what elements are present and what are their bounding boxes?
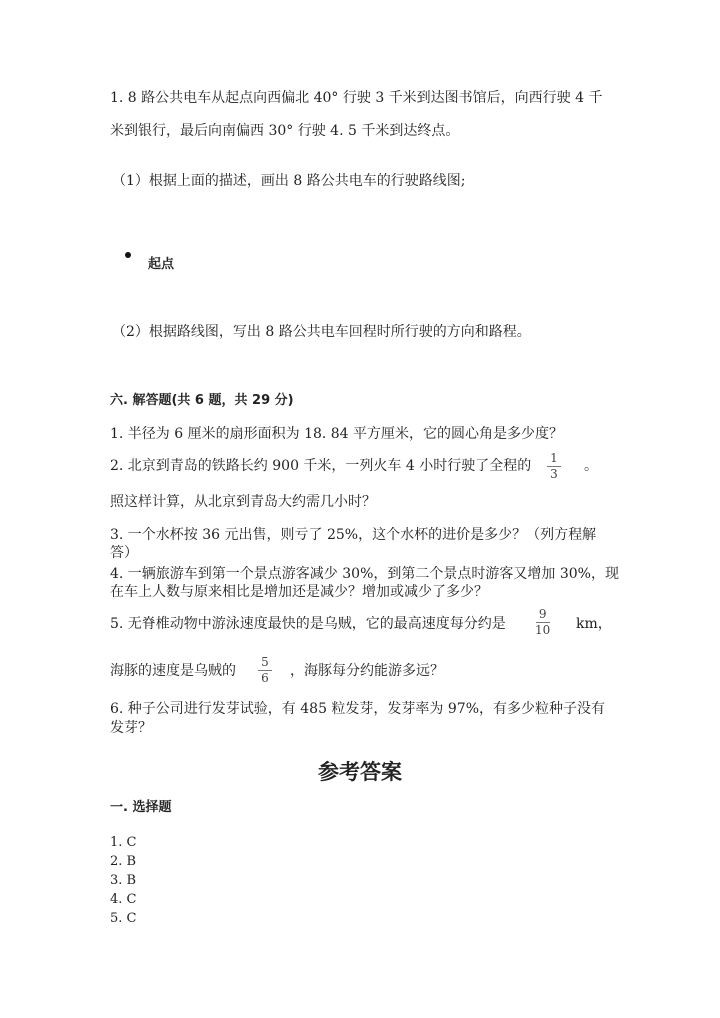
- fraction-five-sixths: [258, 656, 272, 685]
- section-6-question-5-part-a: 5. 无脊椎动物中游泳速度最快的是乌贼，它的最高速度每分约是: [110, 616, 506, 632]
- section-6-question-3-line-2: 答）: [110, 545, 138, 561]
- answers-heading: 一. 选择题: [110, 800, 172, 815]
- answer-item: 3. B: [110, 873, 137, 888]
- fraction-one-third: [547, 452, 561, 481]
- answers-title: 参考答案: [318, 760, 402, 784]
- section-6-question-6-line-1: 6. 种子公司进行发芽试验，有 485 粒发芽，发芽率为 97%，有多少粒种子没有: [110, 701, 605, 717]
- section-6-question-2-end: 。: [584, 458, 598, 474]
- section-6-heading: 六. 解答题(共 6 题，共 29 分): [110, 393, 294, 408]
- fraction-numerator: 1: [550, 451, 558, 465]
- section-6-question-4-line-1: 4. 一辆旅游车到第一个景点游客减少 30%，到第二个景点时游客又增加 30%，现: [110, 566, 619, 582]
- section-6-question-6-line-2: 发芽？: [110, 720, 152, 736]
- fraction-nine-tenths: [535, 608, 550, 637]
- section-6-question-2-part-b: 照这样计算，从北京到青岛大约需几小时？: [110, 494, 376, 510]
- start-point-label: 起点: [148, 257, 175, 272]
- section-6-question-3-line-1: 3. 一个水杯按 36 元出售，则亏了 25%，这个水杯的进价是多少？（列方程解: [110, 527, 597, 543]
- answer-item: 4. C: [110, 892, 137, 907]
- section-6-question-4-line-2: 在车上人数与原来相比是增加还是减少？增加或减少了多少？: [110, 584, 488, 600]
- route-question-1: （1）根据上面的描述，画出 8 路公共电车的行驶路线图;: [112, 173, 466, 189]
- fraction-denominator: 10: [535, 623, 551, 637]
- route-problem-line-1: 1. 8 路公共电车从起点向西偏北 40° 行驶 3 千米到达图书馆后，向西行驶 4 千: [110, 90, 603, 106]
- route-problem-line-2: 米到银行，最后向南偏西 30° 行驶 4. 5 千米到达终点。: [110, 123, 460, 139]
- section-6-question-5-part-c: ，海豚每分约能游多远？: [290, 663, 444, 679]
- route-question-2: （2）根据路线图，写出 8 路公共电车回程时所行驶的方向和路程。: [112, 324, 531, 340]
- section-6-question-2-part-a: 2. 北京到青岛的铁路长约 900 千米，一列火车 4 小时行驶了全程的: [110, 458, 532, 474]
- answer-item: 5. C: [110, 911, 137, 926]
- section-6-question-5-unit: km，: [576, 616, 612, 632]
- start-point-dot: [125, 252, 131, 258]
- fraction-denominator: 6: [261, 671, 269, 685]
- fraction-numerator: 9: [538, 607, 547, 621]
- answer-item: 1. C: [110, 835, 137, 850]
- section-6-question-5-part-b: 海豚的速度是乌贼的: [110, 663, 236, 679]
- fraction-denominator: 3: [550, 467, 558, 481]
- fraction-numerator: 5: [261, 655, 269, 669]
- answer-item: 2. B: [110, 854, 137, 869]
- section-6-question-1: 1. 半径为 6 厘米的扇形面积为 18. 84 平方厘米，它的圆心角是多少度？: [110, 426, 564, 442]
